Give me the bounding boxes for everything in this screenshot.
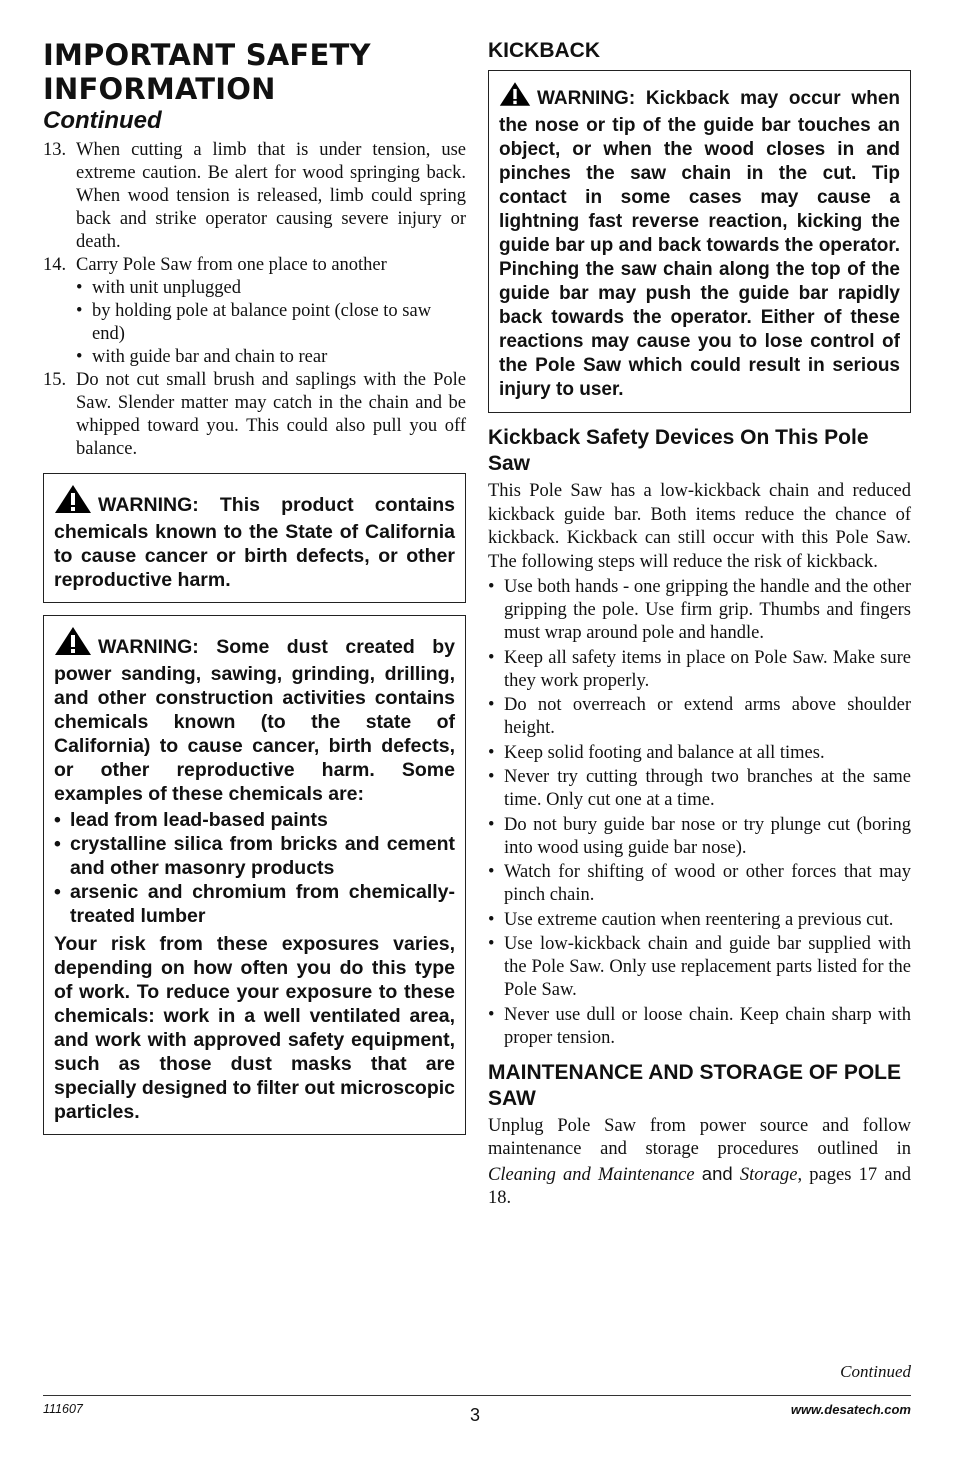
chemical-warning-box — [43, 473, 466, 603]
warning-intro: WARNING: Some dust created by power sanding, sawing, grinding, drilling, and other construction activities contains chemicals known (to the state of California) to cause cancer, birth defects, or other reproductive harm. Some examples of these chemicals are: — [54, 636, 455, 805]
list-item: • Use extreme caution when reentering a previous cut. — [488, 909, 911, 932]
title-line-1: IMPORTANT SAFETY — [43, 38, 371, 72]
page-title — [43, 38, 466, 106]
list-item: • Keep all safety items in place on Pole Saw. Make sure they work properly. — [488, 647, 911, 693]
devices-heading: Kickback Safety Devices On This Pole Saw — [488, 426, 869, 475]
right-column — [488, 38, 911, 1211]
maintenance-text-part: , pages 17 and 18. — [488, 1164, 912, 1208]
list-item: • Use low-kickback chain and guide bar supplied with the Pole Saw. Only use replacement parts listed for the Pole Saw. — [488, 933, 911, 1002]
dust-warning-box — [43, 615, 466, 1135]
page-number: 3 — [470, 1405, 481, 1425]
list-item: • Do not overreach or extend arms above shoulder height. — [488, 694, 911, 740]
maintenance-and: and — [701, 1162, 733, 1184]
sub-list-item: • by holding pole at balance point (close to saw end) — [76, 300, 466, 346]
list-item: • Do not bury guide bar nose or try plunge cut (boring into wood using guide bar nose). — [488, 814, 911, 860]
website-link[interactable]: www.desatech.com — [790, 1402, 911, 1417]
warning-text: WARNING: Kickback may occur when the nose or tip of the guide bar touches an object, or when the wood closes in and pinches the saw chain in the cut. Tip contact in some cases may cause a lightning fast reverse reaction, kicking the guide bar up and back towards the operator. Pinching the saw chain along the top of the guide bar may push the guide bar rapidly back towards the operator. Either of these reactions may cause you to lose control of the Pole Saw which could result in serious injury to user. — [499, 88, 900, 400]
item-text: Carry Pole Saw from one place to another — [76, 255, 387, 275]
maintenance-heading: MAINTENANCE AND STORAGE OF POLE SAW — [488, 1060, 902, 1110]
warning-triangle-icon — [54, 484, 92, 520]
storage-reference: Storage — [739, 1164, 798, 1185]
page-subtitle: Continued — [43, 107, 162, 134]
warning-triangle-icon — [499, 81, 531, 114]
title-line-2: INFORMATION — [43, 72, 276, 106]
list-item: • Watch for shifting of wood or other forces that may pinch chain. — [488, 861, 911, 907]
list-item — [43, 254, 466, 369]
document-number: 111607 — [43, 1402, 83, 1416]
left-column — [43, 38, 466, 1135]
devices-intro: This Pole Saw has a low-kickback chain and reduced kickback guide bar. Both items reduce the chance of kickback. Kickback can still occur with this Pole Saw. The following steps will reduce the risk of kickback. — [488, 481, 911, 572]
list-item: • Keep solid footing and balance at all times. — [488, 742, 911, 765]
continued-label: Continued — [840, 1362, 911, 1381]
maintenance-text — [488, 1115, 911, 1211]
item-text: When cutting a limb that is under tension, use extreme caution. Be alert for wood springing back. When wood tension is released, limb could spring back and strike operator causing severe injury or death. — [76, 140, 466, 252]
list-item: • Never try cutting through two branches at the same time. Only cut one at a time. — [488, 766, 911, 812]
footer-divider — [43, 1395, 911, 1396]
kickback-warning-box — [488, 70, 911, 413]
sub-list-item: • with guide bar and chain to rear — [76, 346, 466, 369]
chemical-example: • lead from lead-based paints — [54, 808, 455, 832]
sub-list-item: • with unit unplugged — [76, 277, 466, 300]
chemical-examples-list — [54, 808, 455, 928]
kickback-steps-list — [488, 576, 911, 1050]
list-item — [43, 369, 466, 461]
safety-list — [43, 139, 466, 461]
sub-list — [76, 277, 466, 369]
list-item — [43, 139, 466, 254]
warning-outro: Your risk from these exposures varies, depending on how often you do this type of work. To reduce your exposure to these chemicals: work in a well ventilated area, and work with approved safety equipment, such as those dust masks that are specially designed to filter out microscopic particles. — [54, 933, 455, 1123]
list-item: • Use both hands - one gripping the handle and the other gripping the pole. Use firm grip. Thumbs and fingers must wrap around pole and handle. — [488, 576, 911, 645]
chemical-example: • crystalline silica from bricks and cement and other masonry products — [54, 832, 455, 880]
warning-text: WARNING: This product contains chemicals known to the State of California to cause cancer or birth defects, or other reproductive harm. — [54, 494, 455, 591]
list-item: • Never use dull or loose chain. Keep chain sharp with proper tension. — [488, 1004, 911, 1050]
warning-triangle-icon — [54, 626, 92, 662]
kickback-heading: KICKBACK — [488, 39, 600, 62]
cleaning-maintenance-reference: Cleaning and Maintenance — [488, 1164, 695, 1185]
chemical-example: • arsenic and chromium from chemically-treated lumber — [54, 880, 455, 928]
maintenance-text-part: Unplug Pole Saw from power source and follow maintenance and storage procedures outlined in — [488, 1115, 911, 1159]
item-text: Do not cut small brush and saplings with the Pole Saw. Slender matter may catch in the chain and be whipped toward you. This could also pull you off balance. — [76, 370, 466, 459]
item-number: 15. — [43, 370, 67, 390]
item-number: 13. — [43, 140, 67, 160]
item-number: 14. — [43, 255, 67, 275]
